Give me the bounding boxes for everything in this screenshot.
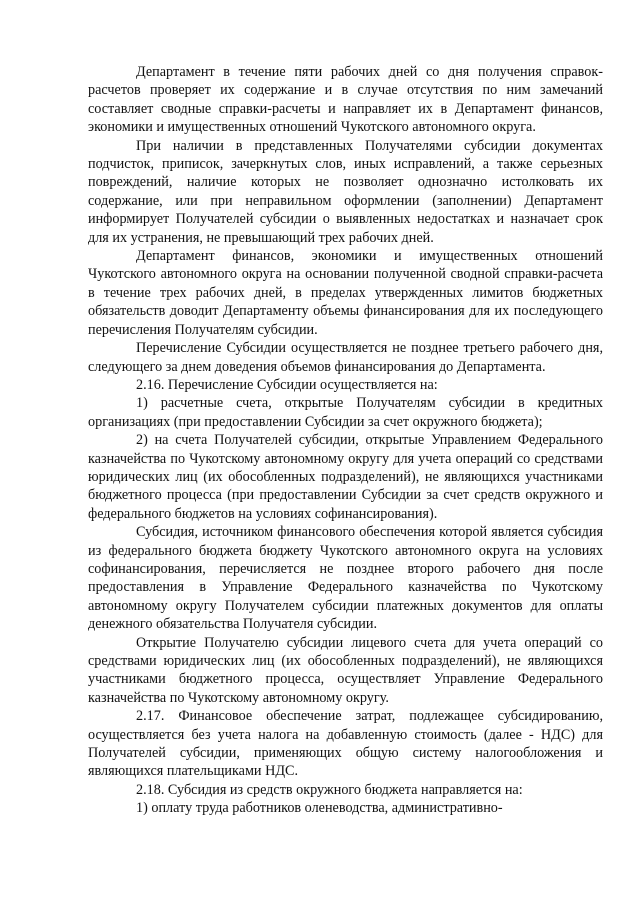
paragraph-clause-2-18: 2.18. Субсидия из средств окружного бюджета направляется на: (136, 781, 523, 798)
paragraph-clause-2-16: 2.16. Перечисление Субсидии осуществляется на: (136, 376, 438, 393)
paragraph-federal-cofinancing: Субсидия, источником финансового обеспечения которой является субсидия из федерального бюджета бюджету Чукотского автономного округа на условиях софинансирования, перечисляется не позднее второго рабочего дня после предоставления в Управление Федерального казначейства по Чукотскому автономному округу Получателем субсидии платежных документов для оплаты денежного обязательства Получателя субсидии. (88, 524, 603, 633)
paragraph-clause-2-16-item-1: 1) расчетные счета, открытые Получателям субсидии в кредитных организациях (при предоставлении Субсидии за счет окружного бюджета); (88, 395, 603, 430)
paragraph-subsidy-transfer-deadline: Перечисление Субсидии осуществляется не позднее третьего рабочего дня, следующего за днем доведения объемов финансирования до Департамента. (88, 340, 603, 375)
paragraph-finance-department-funding: Департамент финансов, экономики и имущественных отношений Чукотского автономного округа на основании полученной сводной справки-расчета в течение трех рабочих дней, в пределах утвержденных лимитов бюджетных обязательств доводит Департаменту объемы финансирования для их последующего перечисления Получателям субсидии. (88, 248, 603, 338)
paragraph-personal-account-opening: Открытие Получателю субсидии лицевого счета для учета операций со средствами юридических лиц (их обособленных подразделений), не являющихся участниками бюджетного процесса, осуществляет Управление Федерального казначейства по Чукотскому автономному округу. (88, 634, 603, 706)
paragraph-document-defects: При наличии в представленных Получателями субсидии документах подчисток, приписок, зачеркнутых слов, иных исправлений, а также серьезных повреждений, наличие которых не позволяет однозначно истолковать их содержание, или при неправильном оформлении (заполнении) Департамент информирует Получателей субсидии о выявленных недостатках и назначает срок для их устранения, не превышающий трех рабочих дней. (88, 137, 603, 246)
paragraph-clause-2-17: 2.17. Финансовое обеспечение затрат, подлежащее субсидированию, осуществляется без учета налога на добавленную стоимость (далее - НДС) для Получателей субсидии, применяющих общую систему налогообложения и являющихся плательщиками НДС. (88, 708, 603, 780)
paragraph-clause-2-18-item-1: 1) оплату труда работников оленеводства, административно- (136, 800, 503, 817)
document-page (88, 63, 603, 818)
paragraph-clause-2-16-item-2: 2) на счета Получателей субсидии, открытые Управлением Федерального казначейства по Чукотскому автономному округу для учета операций со средствами юридических лиц (их обособленных подразделений), не являющихся участниками бюджетного процесса (при предоставлении Субсидии за счет средств окружного и федерального бюджетов на условиях софинансирования). (88, 432, 603, 522)
paragraph-department-verification: Департамент в течение пяти рабочих дней со дня получения справок-расчетов проверяет их содержание и в случае отсутствия по ним замечаний составляет сводные справки-расчеты и направляет их в Департамент финансов, экономики и имущественных отношений Чукотского автономного округа. (88, 64, 603, 136)
